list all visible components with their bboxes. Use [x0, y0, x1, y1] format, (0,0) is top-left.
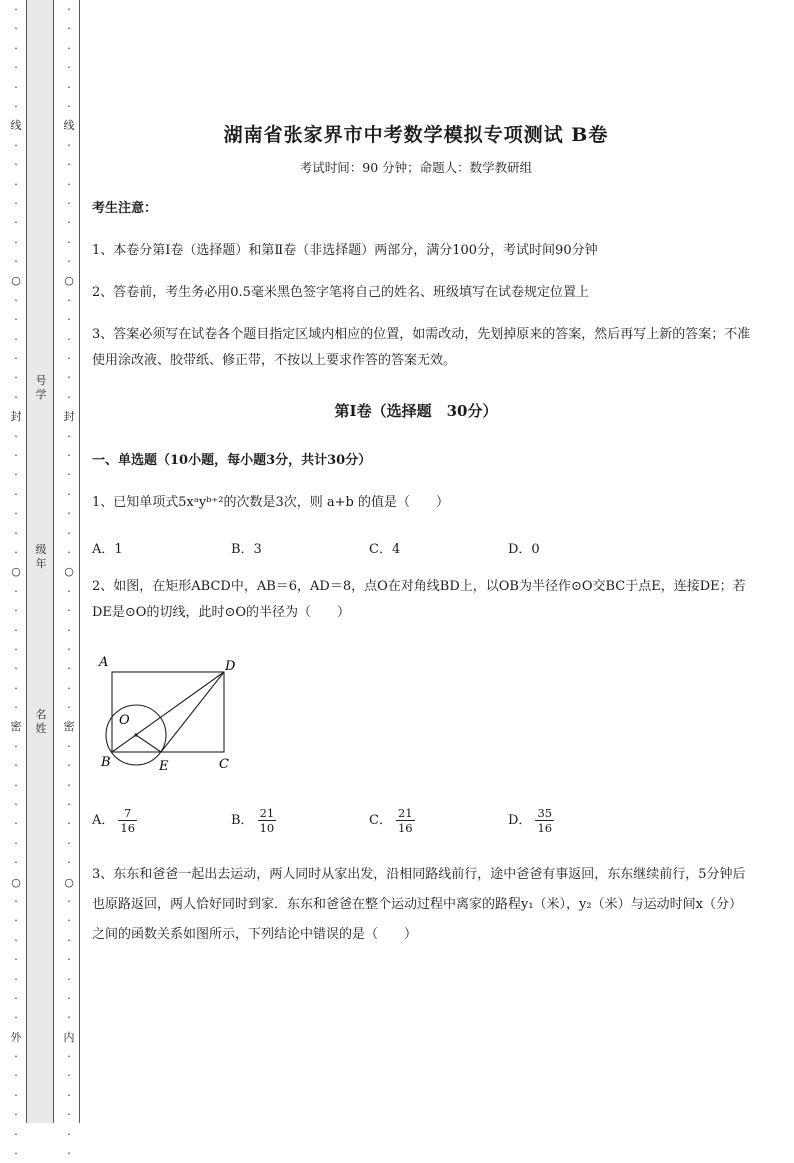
grade-label: 级年 [35, 543, 47, 570]
inner-label-3: 封 [63, 410, 75, 424]
q2-option-b [231, 806, 276, 835]
inner-dot-column: · · · · · · 线 · · · · · · · ○ · · · · · · 封 · · · · · · · ○ · · · · · · · 密 · · · · · · · ○ · · · · · · · 内 · · · · · · [63, 3, 75, 1161]
q2-option-c-denominator: 16 [397, 821, 413, 835]
q2-option-d-fraction [535, 806, 554, 835]
q2-option-d-denominator: 16 [537, 821, 553, 835]
q2-option-b-denominator: 10 [259, 821, 275, 835]
q2-option-d [508, 806, 554, 835]
q2-option-d-numerator: 35 [537, 806, 553, 820]
exam-subtitle: 考试时间：90 分钟；命题人：数学教研组 [299, 160, 533, 175]
label-c: C [219, 757, 229, 772]
notice-heading: 考生注意： [92, 201, 158, 216]
inner-label-7: 内 [63, 1030, 75, 1044]
label-o: O [119, 713, 130, 728]
label-b: B [101, 755, 111, 770]
q1-option-b: B．3 [231, 542, 262, 557]
outer-dot-column: · · · · · · 线 · · · · · · · ○ · · · · · · 封 · · · · · · · ○ · · · · · · · 密 · · · · · · · ○ · · · · · · · 外 · · · · · · [10, 3, 22, 1161]
label-d: D [225, 659, 236, 674]
q1-option-c: C．4 [369, 542, 401, 557]
q1-option-d: D．0 [508, 542, 540, 557]
segment-oe [136, 735, 161, 752]
section-heading: 一、单选题（10小题，每小题3分，共计30分） [92, 453, 372, 468]
q2-option-b-letter: B． [231, 813, 254, 828]
outer-label-6: ○ [11, 875, 21, 889]
q2-option-a-fraction [118, 806, 137, 835]
q2-option-b-numerator: 21 [259, 806, 275, 820]
segment-de [161, 672, 224, 752]
notice-item-1: 1、本卷分第Ⅰ卷（选择题）和第Ⅱ卷（非选择题）两部分，满分100分，考试时间90分钟 [92, 243, 598, 258]
inner-label-2: ○ [64, 274, 74, 288]
q2-option-b-fraction [258, 806, 277, 835]
outer-label-7: 外 [10, 1030, 22, 1044]
outer-label-2: ○ [11, 274, 21, 288]
notice-item-3: 3、答案必须写在试卷各个题目指定区域内相应的位置，如需改动，先划掉原来的答案，然后再写上新的答案；不准使用涂改液、胶带纸、修正带，不按以上要求作答的答案无效。 [92, 327, 751, 368]
student-number-label: 号学 [35, 374, 47, 401]
q2-option-c [369, 806, 415, 835]
notice-item-2: 2、答卷前，考生务必用0.5毫米黑色签字笔将自己的姓名、班级填写在试卷规定位置上 [92, 285, 589, 300]
q1-option-a: A．1 [92, 542, 123, 557]
part1-title: 第Ⅰ卷（选择题 30分） [334, 402, 498, 420]
exam-title: 湖南省张家界市中考数学模拟专项测试 B卷 [223, 124, 609, 146]
name-label: 名姓 [35, 708, 47, 735]
margin-rule [79, 0, 80, 1123]
inner-label-1: 线 [63, 119, 75, 133]
q2-option-a-numerator: 7 [118, 806, 137, 821]
q2-option-d-letter: D． [508, 813, 532, 828]
outer-label-1: 线 [10, 119, 22, 133]
center-point-o [134, 733, 137, 736]
question-2-stem: 2、如图，在矩形ABCD中，AB＝6，AD＝8，点O在对角线BD上，以OB为半径作⊙O交BC于点E，连接DE；若DE是⊙O的切线，此时⊙O的半径为（ ） [92, 579, 746, 620]
outer-label-5: 密 [10, 720, 22, 734]
inner-label-4: ○ [64, 565, 74, 579]
q2-option-c-fraction [396, 806, 415, 835]
q2-option-a-denominator: 16 [120, 821, 136, 835]
label-a: A [99, 655, 109, 670]
q2-option-a [92, 806, 137, 835]
diagonal-bd [112, 672, 224, 752]
inner-label-5: 密 [63, 720, 75, 734]
question-3-stem: 3、东东和爸爸一起出去运动，两人同时从家出发，沿相同路线前行，途中爸爸有事返回，东东继续前行，5分钟后也原路返回，两人恰好同时到家．东东和爸爸在整个运动过程中离家的路程y₁（米），y₂（米）与运动时间x（分）之间的函数关系如图所示，下列结论中错误的是（ ） [92, 867, 746, 942]
label-e: E [159, 759, 169, 774]
q2-option-c-letter: C． [369, 813, 392, 828]
q2-option-a-letter: A． [92, 813, 115, 828]
geometry-figure [96, 650, 246, 775]
outer-label-3: 封 [10, 410, 22, 424]
question-1-stem: 1、已知单项式5xᵃyᵇ⁺²的次数是3次，则 a+b 的值是（ ） [92, 495, 450, 510]
inner-label-6: ○ [64, 875, 74, 889]
outer-label-4: ○ [11, 565, 21, 579]
q2-option-c-numerator: 21 [397, 806, 413, 820]
binding-margin [0, 0, 82, 1161]
